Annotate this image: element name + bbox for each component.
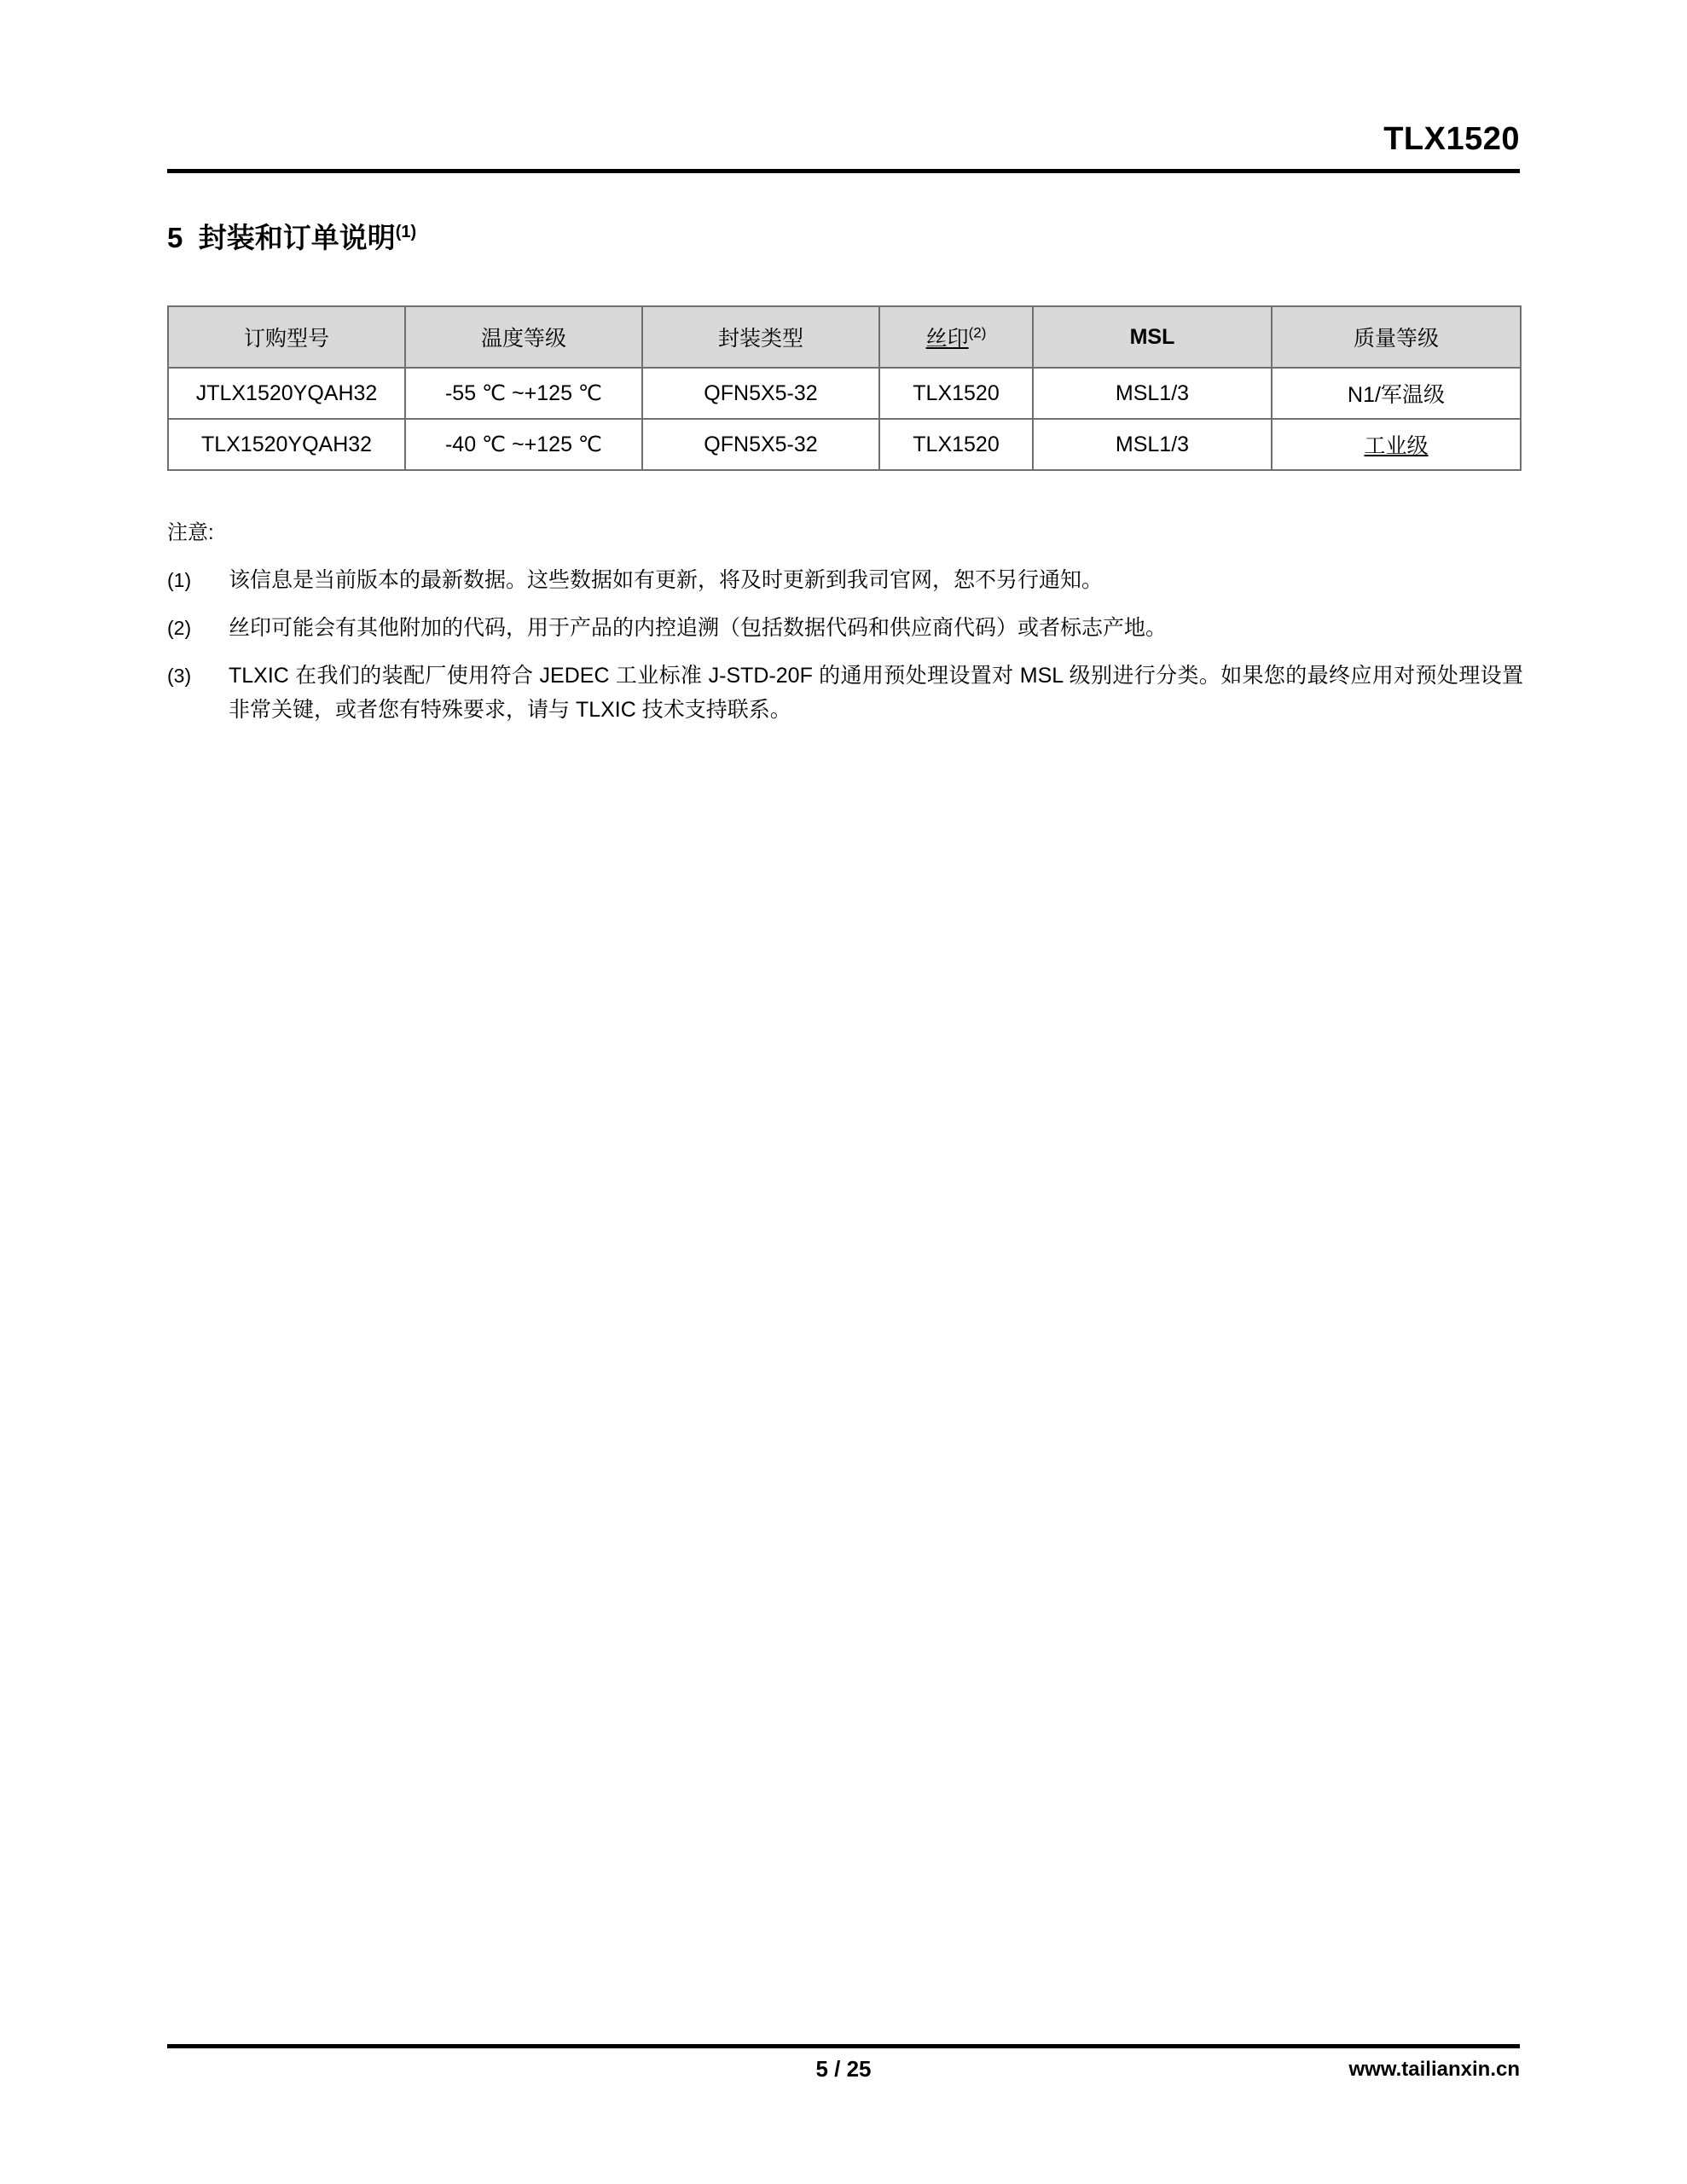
column-header-package (642, 306, 879, 368)
note-item (167, 563, 1523, 597)
cell-quality-grade: 工业级 (1272, 419, 1521, 470)
note-number: (3) (167, 665, 192, 687)
table-row (168, 368, 1521, 419)
column-header-label: MSL (1129, 324, 1175, 349)
notes-section (167, 519, 1523, 741)
note-item (167, 659, 1523, 727)
section-heading (167, 215, 416, 255)
table-header-row (168, 306, 1521, 368)
notes-title: 注意: (167, 521, 214, 544)
column-header-marking (879, 306, 1033, 368)
column-header-label: 封装类型 (717, 327, 803, 351)
note-text: TLXIC 在我们的装配厂使用符合 JEDEC 工业标准 J-STD-20F 的通用预处理设置对 MSL 级别进行分类。如果您的最终应用对预处理设置非常关键，或者您有特殊要求，请与 TLXIC 技术支持联系。 (229, 664, 1523, 722)
cell-quality-grade: N1/军温级 (1272, 368, 1521, 419)
ordering-information-table-wrap (167, 305, 1520, 471)
header-divider (167, 169, 1520, 173)
page-number: 5 / 25 (815, 2056, 872, 2082)
cell-msl: MSL1/3 (1033, 368, 1272, 419)
column-header-label: 订购型号 (243, 327, 329, 351)
table-row (168, 419, 1521, 470)
cell-order-number: TLX1520YQAH32 (168, 419, 405, 470)
cell-marking: TLX1520 (879, 368, 1033, 419)
cell-order-number: JTLX1520YQAH32 (168, 368, 405, 419)
column-header-label: 温度等级 (480, 327, 566, 351)
note-number: (1) (167, 569, 192, 591)
cell-temperature: -55 ℃ ~+125 ℃ (405, 368, 642, 419)
cell-package: QFN5X5-32 (642, 368, 879, 419)
column-header-footnote-marker: (2) (968, 324, 987, 341)
note-text: 丝印可能会有其他附加的代码，用于产品的内控追溯（包括数据代码和供应商代码）或者标志产地。 (229, 616, 1168, 640)
ordering-information-table (167, 305, 1522, 471)
footer-divider (167, 2044, 1520, 2048)
header-product-title: TLX1520 (1383, 121, 1520, 157)
column-header-quality-grade (1272, 306, 1521, 368)
note-number: (2) (167, 617, 192, 639)
page-header (167, 119, 1520, 177)
column-header-label: 质量等级 (1353, 327, 1439, 351)
section-number: 5 (167, 222, 183, 253)
column-header-temperature (405, 306, 642, 368)
note-item (167, 611, 1523, 645)
cell-msl: MSL1/3 (1033, 419, 1272, 470)
section-footnote-marker: (1) (395, 223, 417, 241)
column-header-order-number (168, 306, 405, 368)
cell-temperature: -40 ℃ ~+125 ℃ (405, 419, 642, 470)
cell-marking: TLX1520 (879, 419, 1033, 470)
cell-package: QFN5X5-32 (642, 419, 879, 470)
column-header-label: 丝印 (925, 327, 969, 351)
column-header-msl (1033, 306, 1272, 368)
page-footer (167, 2044, 1520, 2095)
note-text: 该信息是当前版本的最新数据。这些数据如有更新，将及时更新到我司官网，恕不另行通知。 (229, 568, 1104, 592)
section-title: 封装和订单说明 (198, 222, 396, 253)
footer-website: www.tailianxin.cn (1348, 2058, 1520, 2081)
